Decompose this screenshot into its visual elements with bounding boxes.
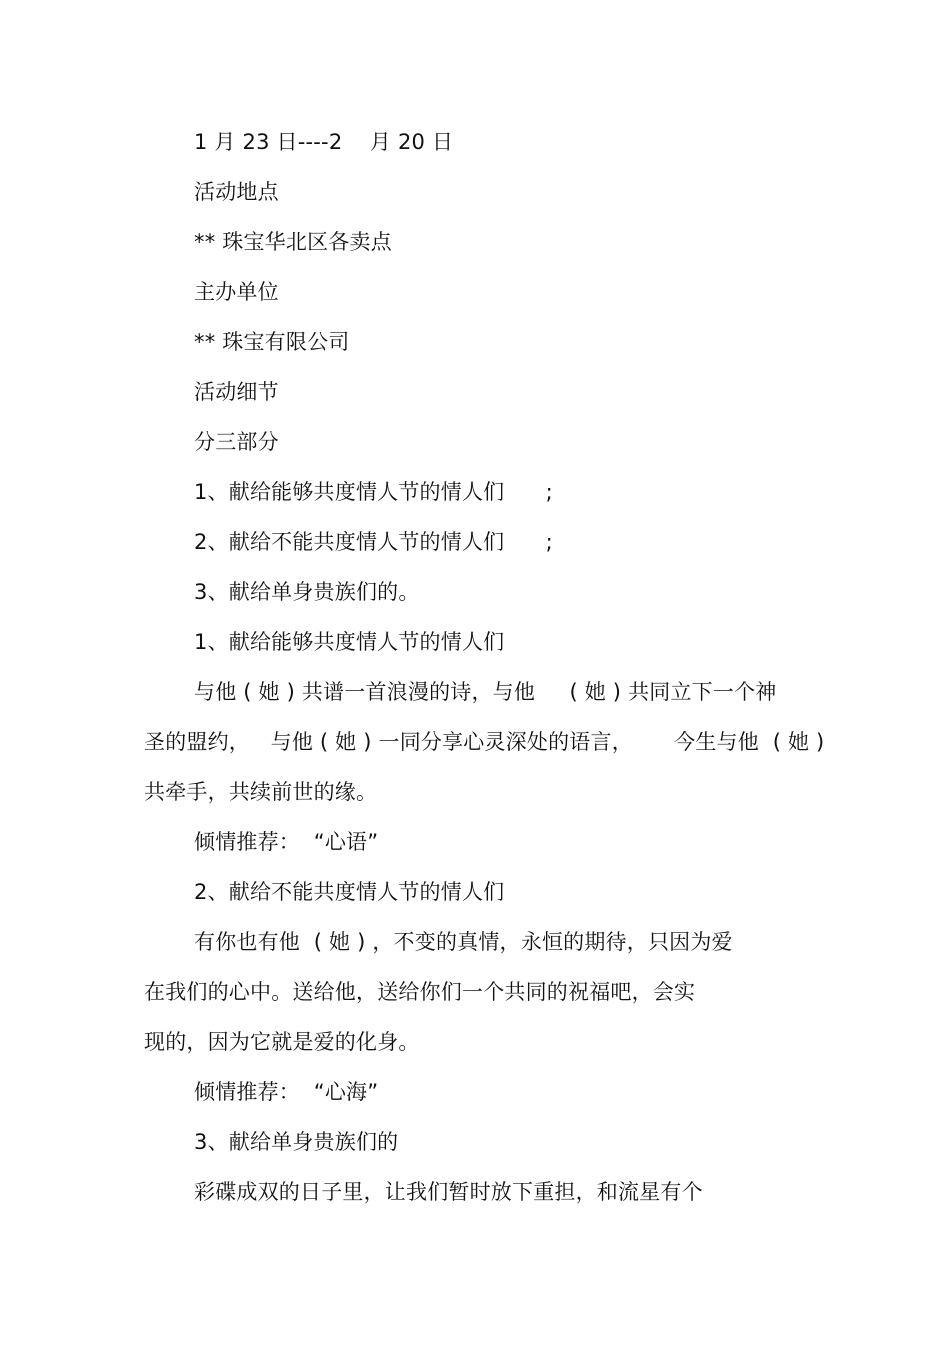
date-range: 1 月 23 日----2 月 20 日 — [194, 130, 454, 154]
location-value: ** 珠宝华北区各卖点 — [194, 230, 392, 254]
paragraph-line: 共牵手，共续前世的缘。 — [144, 780, 378, 804]
paragraph-line: 现的，因为它就是爱的化身。 — [144, 1030, 420, 1054]
details-heading: 活动细节 — [194, 380, 279, 404]
section-heading: 1、献给能够共度情人节的情人们 — [194, 630, 505, 654]
list-item: 2、献给不能共度情人节的情人们 ; — [194, 530, 553, 554]
list-item: 1、献给能够共度情人节的情人们 ; — [194, 480, 553, 504]
organizer-heading: 主办单位 — [194, 280, 279, 304]
recommendation: 倾情推荐： “心海” — [194, 1080, 379, 1104]
section-heading: 3、献给单身贵族们的 — [194, 1130, 399, 1154]
location-heading: 活动地点 — [194, 180, 279, 204]
organizer-value: ** 珠宝有限公司 — [194, 330, 350, 354]
paragraph-line: 有你也有他 ( 她 ) ，不变的真情，永恒的期待，只因为爱 — [194, 930, 733, 954]
paragraph-line: 彩碟成双的日子里，让我们暂时放下重担，和流星有个 — [194, 1180, 703, 1204]
section-heading: 2、献给不能共度情人节的情人们 — [194, 880, 505, 904]
recommendation: 倾情推荐： “心语” — [194, 830, 379, 854]
list-item: 3、献给单身贵族们的。 — [194, 580, 420, 604]
paragraph-line: 在我们的心中。送给他，送给你们一个共同的祝福吧，会实 — [144, 980, 696, 1004]
paragraph-line: 与他 ( 她 ) 共谱一首浪漫的诗，与他 ( 她 ) 共同立下一个神 — [194, 680, 777, 704]
parts-intro: 分三部分 — [194, 430, 279, 454]
paragraph-line: 圣的盟约， 与他 ( 她 ) 一同分享心灵深处的语言， 今生与他 ( 她 ) — [144, 730, 825, 754]
